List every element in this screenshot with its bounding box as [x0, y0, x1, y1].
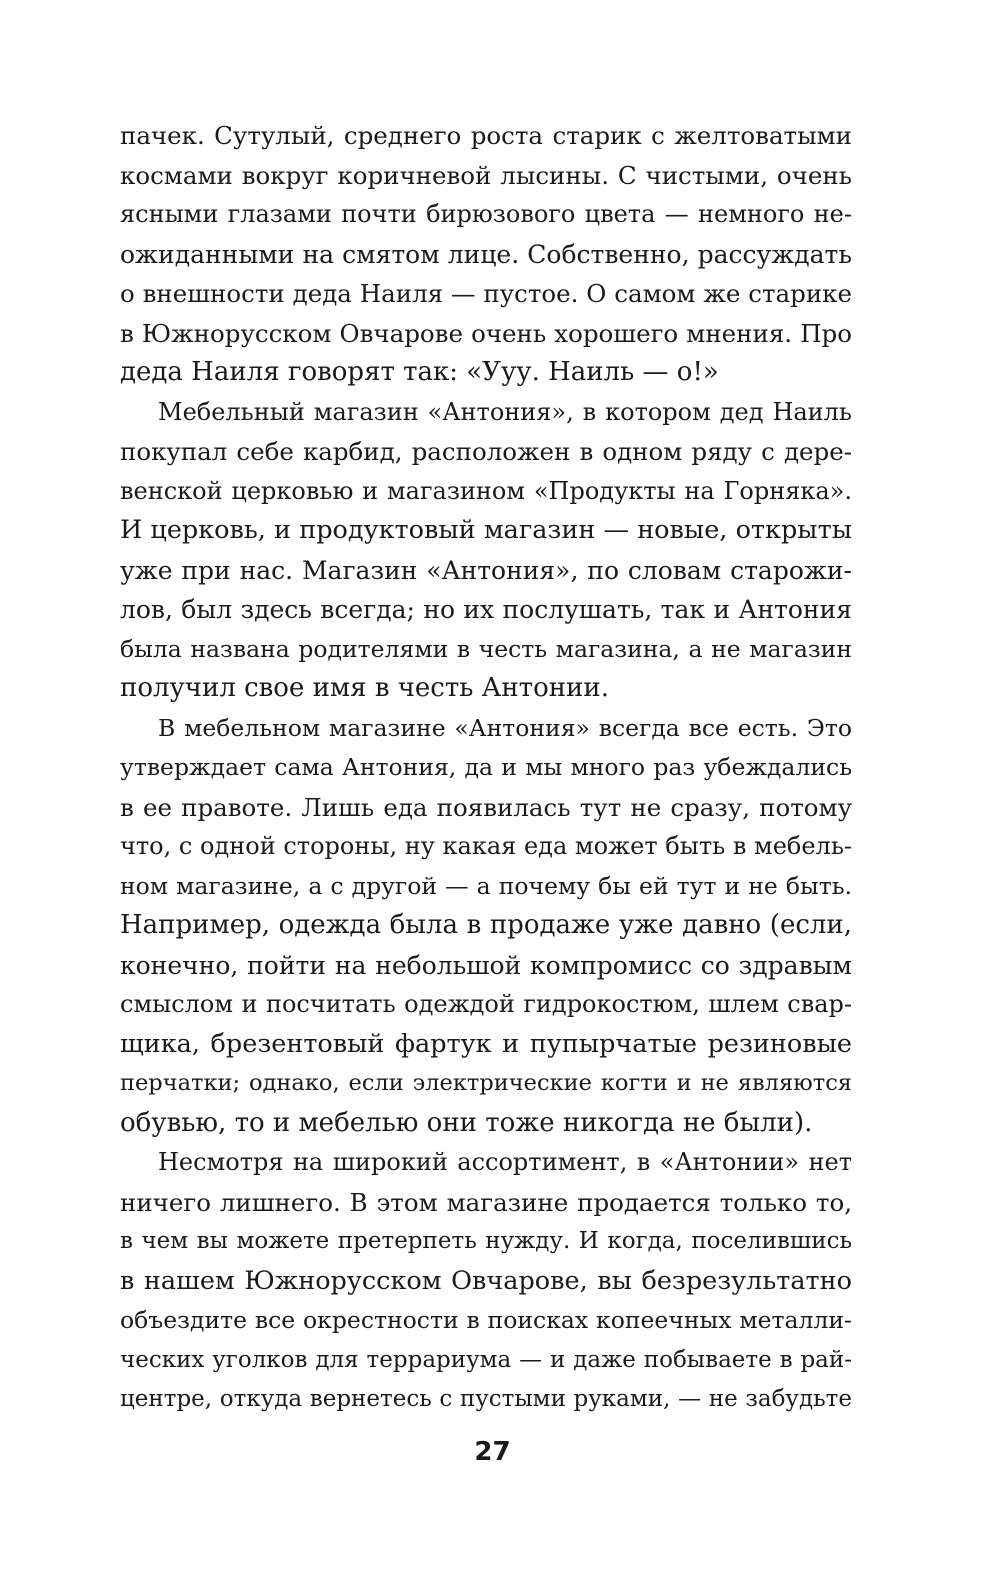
text-line: уже при нас. Магазин «Антония», по словам старожи-: [120, 555, 852, 585]
paragraph-first-line: Несмотря на широкий ассортимент, в «Антонии» нет: [158, 1148, 852, 1176]
text-line: лов, был здесь всегда; но их послушать, так и Антония: [120, 595, 852, 624]
text-line: щика, брезентовый фартук и пупырчатые резиновые: [120, 1028, 852, 1059]
text-line: ном магазине, а с другой — а почему бы ей тут и не быть.: [120, 871, 852, 900]
text-line: перчатки; однако, если электрические когти и не являются: [120, 1070, 852, 1096]
body-text: [120, 116, 852, 1420]
text-line: была названа родителями в честь магазина, а не магазин: [120, 634, 852, 663]
text-line: объездите все окрестности в поисках копеечных металли-: [120, 1306, 852, 1334]
text-line: что, с одной стороны, ну какая еда может быть в мебель-: [120, 832, 852, 860]
text-line: венской церковью и магазином «Продукты на Горняка».: [120, 476, 852, 505]
text-line: в чем вы можете претерпеть нужду. И когда, поселившись: [120, 1228, 852, 1254]
text-line: о внешности деда Наиля — пустое. О самом же старике: [120, 279, 852, 308]
text-line: в Южнорусском Овчарове очень хорошего мнения. Про: [120, 318, 852, 348]
text-line: пачек. Сутулый, среднего роста старик с желтоватыми: [120, 121, 852, 150]
text-line: центре, откуда вернетесь с пустыми руками, — не забудьте: [120, 1386, 852, 1412]
text-line: обувью, то и мебелью они тоже никогда не были).: [120, 1107, 813, 1138]
paragraph-first-line: Мебельный магазин «Антония», в котором дед Наиль: [158, 397, 852, 426]
text-line: ожиданными на смятом лице. Собственно, рассуждать: [120, 239, 852, 269]
text-line: ясными глазами почти бирюзового цвета — немного не-: [120, 200, 852, 228]
text-line: И церковь, и продуктовый магазин — новые, открыты: [120, 515, 852, 545]
text-line: смыслом и посчитать одеждой гидрокостюм, шлем свар-: [120, 990, 852, 1018]
text-line: в нашем Южнорусском Овчарове, вы безрезультатно: [120, 1265, 852, 1296]
text-line: ческих уголков для террариума — и даже побываете в рай-: [120, 1346, 852, 1373]
text-line: деда Наиля говорят так: «Ууу. Наиль — о!»: [120, 357, 719, 387]
text-line: конечно, пойти на небольшой компромисс со здравым: [120, 950, 852, 980]
text-line: покупал себе карбид, расположен в одном ряду с дере-: [120, 437, 852, 466]
text-line: утверждает сама Антония, да и мы много раз убеждались: [120, 753, 852, 781]
text-line: в ее правоте. Лишь еда появилась тут не сразу, потому: [120, 792, 852, 822]
text-line: получил свое имя в честь Антонии.: [120, 673, 609, 703]
text-line: Например, одежда была в продаже уже давно (если,: [120, 910, 852, 940]
text-line: ничего лишнего. В этом магазине продается только то,: [120, 1187, 852, 1217]
text-line: космами вокруг коричневой лысины. С чистыми, очень: [120, 160, 852, 190]
paragraph-first-line: В мебельном магазине «Антония» всегда все есть. Это: [158, 713, 852, 742]
page-number: 27: [474, 1437, 511, 1467]
